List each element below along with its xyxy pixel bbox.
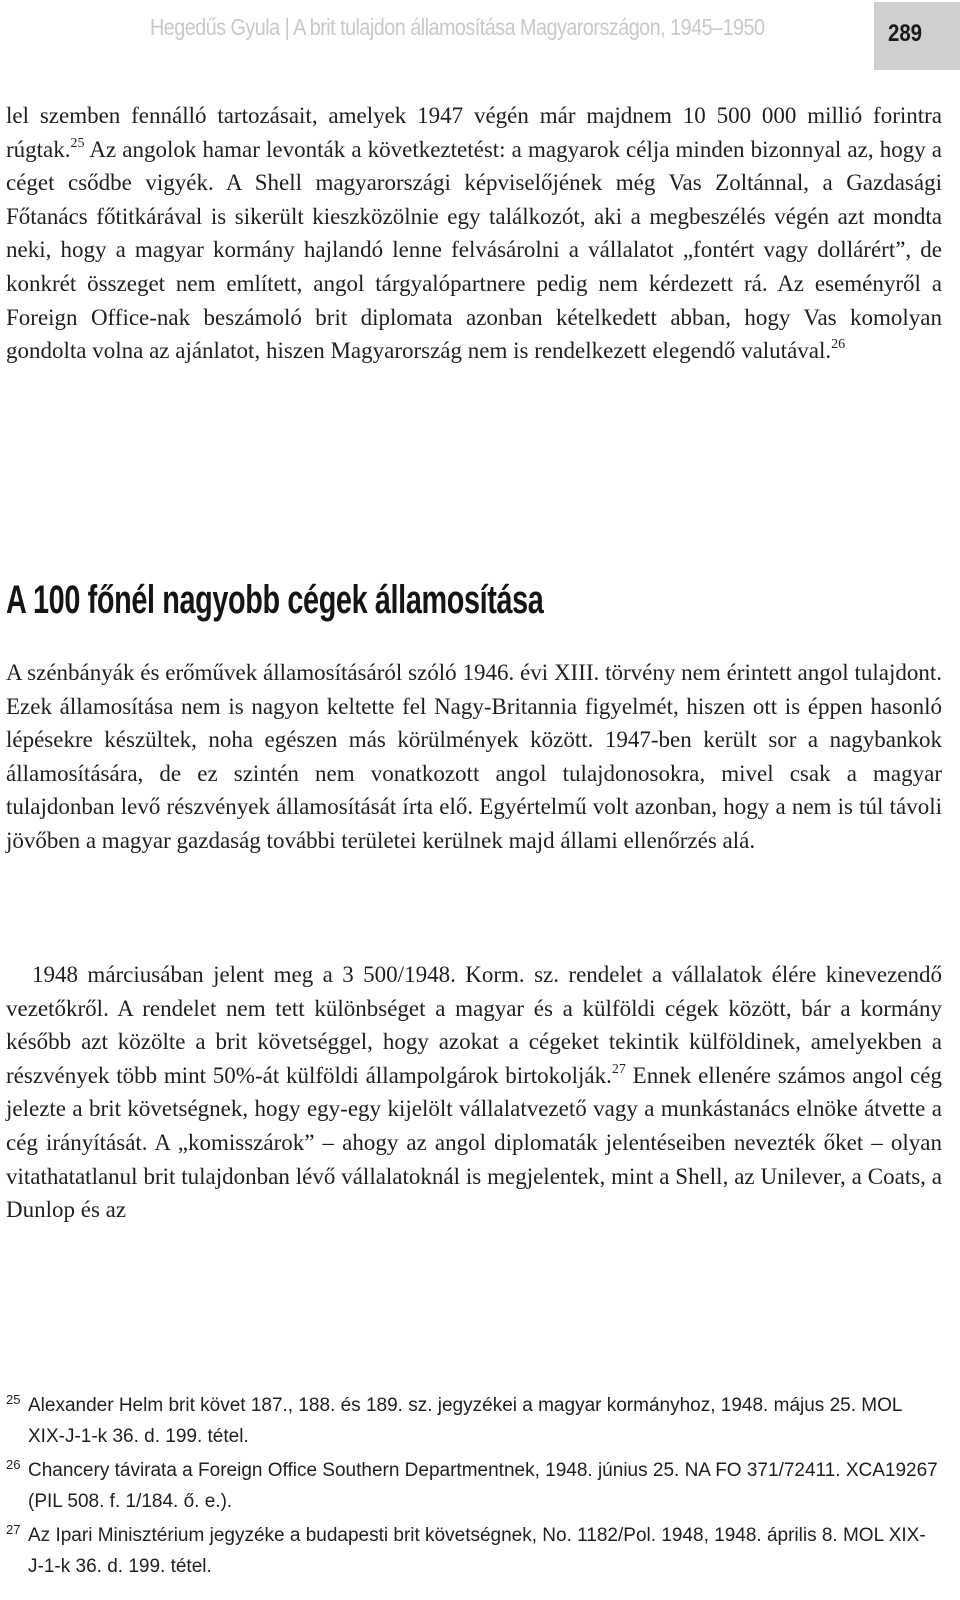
section-heading: A 100 főnél nagyobb cégek államosítása [6,578,544,622]
paragraph-1-text-b: Az angolok hamar levonták a következtetést: a magyarok célja minden bizonnyal az, hogy a céget csődbe vigyék. A Shell magyarországi képviselőjének még Vas Zoltánnal, a Gazdasági Főtanács főtitkárával is sikerült kieszközölnie egy találkozót, aki a megbeszélés végén azt mondta neki, hogy a magyar kormány hajlandó lenne felvásárolni a vállalatot „fontért vagy dollárért”, de konkrét összeget nem említett, angol tárgyalópartnere pedig nem kérdezett rá. Az eseményről a Foreign Office-nak beszámoló brit diplomata azonban kételkedett abban, hogy Vas komolyan gondolta volna az ajánlatot, hiszen Magyarország nem is rendelkezett elegendő valutával. [6,136,942,364]
paragraph-2: A szénbányák és erőművek államosításáról szóló 1946. évi XIII. törvény nem érintett angol tulajdont. Ezek államosítása nem is nagyon keltette fel Nagy-Britannia figyelmét, hiszen ott is éppen hasonló lépésekre készültek, noha egészen más körülmények között. 1947-ben került sor a nagybankok államosítására, de ez szintén nem vonatkozott angol tulajdonosokra, mivel csak a magyar tulajdonban levő részvények államosítását írta elő. Egyértelmű volt azonban, hogy a nem is túl távoli jövőben a magyar gazdaság további területei kerülnek majd állami ellenőrzés alá. [6,660,942,853]
footnote-ref-25[interactable]: 25 [70,135,85,151]
footnote-27 [6,1520,940,1582]
footnotes [6,1390,940,1585]
footnote-text: Az Ipari Minisztérium jegyzéke a budapesti brit követségnek, No. 1182/Pol. 1948, 1948. április 8. MOL XIX-J-1-k 36. d. 199. tétel. [28,1525,926,1577]
paragraph-3 [6,958,942,1227]
footnote-25 [6,1390,940,1452]
paragraph-3-text-a: 1948 márciusában jelent meg a 3 500/1948. Korm. sz. rendelet a vállalatok élére kinevezendő vezetőkről. A rendelet nem tett különbséget a magyar és a külföldi cégek között, bár a kormány később azt közölte a brit követséggel, hogy azokat a cégeket tekintik külföldinek, amelyekben a részvények több mint 50%-át külföldi állampolgárok birtokolják. [6,962,942,1088]
footnote-26 [6,1455,940,1517]
footnote-text: Alexander Helm brit követ 187., 188. és 189. sz. jegyzékei a magyar kormányhoz, 1948. május 25. MOL XIX-J-1-k 36. d. 199. tétel. [28,1395,902,1447]
footnote-text: Chancery távirata a Foreign Office Southern Departmentnek, 1948. június 25. NA FO 371/72411. XCA19267 (PIL 508. f. 1/184. ő. e.). [28,1460,938,1512]
paragraph-1-text-a: lel szemben fennálló tartozásait, amelyek 1947 végén már majdnem 10 500 000 millió forintra rúgtak. [6,103,942,162]
footnote-ref-26[interactable]: 26 [831,337,846,353]
footnote-number: 25 [6,1392,21,1407]
paragraph-3-text-b: Ennek ellenére számos angol cég jelezte a brit követségnek, hogy egy-egy kijelölt vállalatvezető vagy a munkástanács elnöke átvette a cég irányítását. A „komisszárok” – ahogy az angol diplomaták jelentéseiben nevezték őket – olyan vitathatatlanul brit tulajdonban lévő vállalatoknál is megjelentek, mint a Shell, az Unilever, a Coats, a Dunlop és az [6,1062,942,1223]
paragraph-1 [6,99,942,368]
footnote-number: 27 [6,1522,21,1537]
page-number-box [874,2,960,70]
page-number: 289 [887,20,923,47]
running-head: Hegedűs Gyula | A brit tulajdon államosítása Magyarországon, 1945–1950 [150,14,765,40]
footnote-ref-27[interactable]: 27 [611,1061,626,1077]
footnote-number: 26 [6,1457,21,1472]
